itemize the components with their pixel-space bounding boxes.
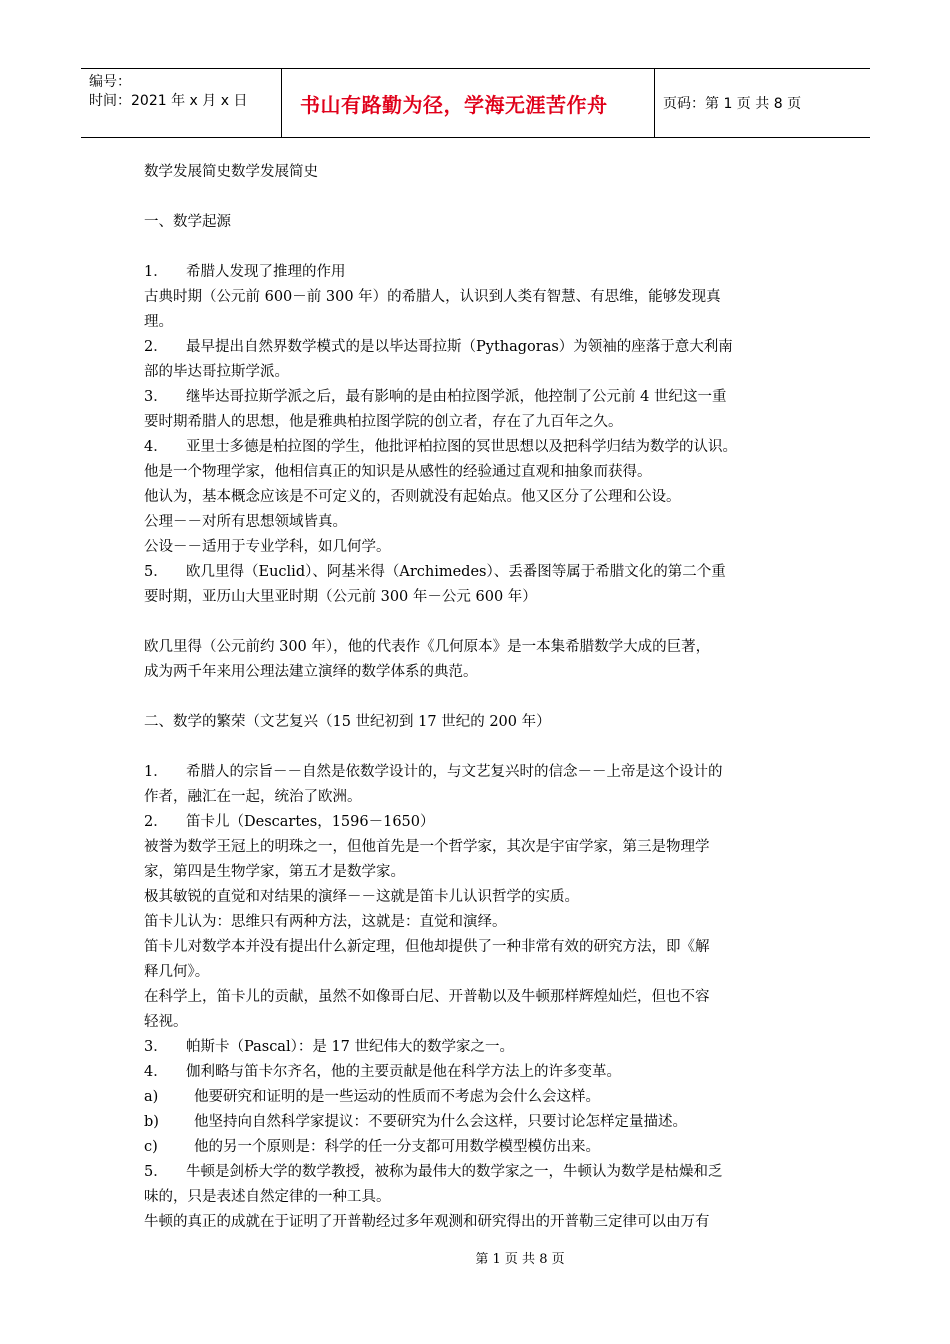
paragraph-line: 轻视。 xyxy=(144,1014,188,1030)
list-item xyxy=(144,435,814,460)
list-item xyxy=(144,385,814,410)
item-number: 1． xyxy=(144,764,168,780)
item-number: 2． xyxy=(144,814,168,830)
paragraph-line: 要时期希腊人的思想，他是雅典柏拉图学院的创立者，存在了九百年之久。 xyxy=(144,414,623,430)
section-heading: 一、数学起源 xyxy=(144,214,231,230)
item-number: 1． xyxy=(144,264,168,280)
paragraph-line: 家，第四是生物学家，第五才是数学家。 xyxy=(144,864,405,880)
list-item xyxy=(144,335,814,360)
paragraph-line: 牛顿的真正的成就在于证明了开普勒经过多年观测和研究得出的开普勒三定律可以由万有 xyxy=(144,1214,710,1230)
list-item xyxy=(144,260,814,285)
paragraph-line: 释几何》。 xyxy=(144,964,210,980)
sub-item xyxy=(144,1135,814,1160)
paragraph-line: 在科学上，笛卡儿的贡献，虽然不如像哥白尼、开普勒以及牛顿那样辉煌灿烂，但也不容 xyxy=(144,989,710,1005)
paragraph-line: 部的毕达哥拉斯学派。 xyxy=(144,364,289,380)
item-number: 3． xyxy=(144,1039,168,1055)
item-text: 笛卡儿（Descartes，1596－1650） xyxy=(186,814,435,830)
paragraph-line: 味的，只是表述自然定律的一种工具。 xyxy=(144,1189,391,1205)
item-text: 欧几里得（Euclid）、阿基米得（Archimedes）、丢番图等属于希腊文化的第二个重 xyxy=(186,564,726,580)
item-text: 亚里士多德是柏拉图的学生，他批评柏拉图的冥世思想以及把科学归结为数学的认识。 xyxy=(186,439,737,455)
paragraph-line: 要时期，亚历山大里亚时期（公元前 300 年－公元 600 年） xyxy=(144,589,537,605)
list-item xyxy=(144,1160,814,1185)
sub-item xyxy=(144,1085,814,1110)
paragraph-line: 欧几里得（公元前约 300 年），他的代表作《几何原本》是一本集希腊数学大成的巨著， xyxy=(144,639,711,655)
item-text: 希腊人的宗旨－－自然是依数学设计的，与文艺复兴时的信念－－上帝是这个设计的 xyxy=(186,764,723,780)
item-number: 5． xyxy=(144,1164,168,1180)
sub-item xyxy=(144,1110,814,1135)
header-motto: 书山有路勤为径，学海无涯苦作舟 xyxy=(282,69,655,137)
sub-item-text: 他坚持向自然科学家提议：不要研究为什么会这样，只要讨论怎样定量描述。 xyxy=(194,1114,687,1130)
page-header xyxy=(81,68,870,138)
paragraph-line: 笛卡儿对数学本并没有提出什么新定理，但他却提供了一种非常有效的研究方法，即《解 xyxy=(144,939,710,955)
paragraph-line: 他是一个物理学家，他相信真正的知识是从感性的经验通过直观和抽象而获得。 xyxy=(144,464,652,480)
list-item xyxy=(144,810,814,835)
sub-item-label: b) xyxy=(144,1114,159,1130)
list-item xyxy=(144,760,814,785)
item-number: 4． xyxy=(144,439,168,455)
section-heading: 二、数学的繁荣（文艺复兴（15 世纪初到 17 世纪的 200 年） xyxy=(144,714,551,730)
paragraph-line: 他认为，基本概念应该是不可定义的，否则就没有起始点。他又区分了公理和公设。 xyxy=(144,489,681,505)
header-meta xyxy=(81,69,282,137)
item-number: 2． xyxy=(144,339,168,355)
number-label: 编号： xyxy=(89,74,131,90)
item-number: 5． xyxy=(144,564,168,580)
paragraph-line: 极其敏锐的直觉和对结果的演绎－－这就是笛卡儿认识哲学的实质。 xyxy=(144,889,579,905)
paragraph-line: 作者，融汇在一起，统治了欧洲。 xyxy=(144,789,362,805)
header-page-info: 页码：第 1 页 共 8 页 xyxy=(663,96,802,112)
item-text: 继毕达哥拉斯学派之后，最有影响的是由柏拉图学派，他控制了公元前 4 世纪这一重 xyxy=(186,389,727,405)
list-item xyxy=(144,1060,814,1085)
item-text: 帕斯卡（Pascal）：是 17 世纪伟大的数学家之一。 xyxy=(186,1039,515,1055)
item-text: 希腊人发现了推理的作用 xyxy=(186,264,346,280)
paragraph-line: 古典时期（公元前 600－前 300 年）的希腊人，认识到人类有智慧、有思维，能够发现真 xyxy=(144,289,721,305)
paragraph-line: 成为两千年来用公理法建立演绎的数学体系的典范。 xyxy=(144,664,478,680)
paragraph-line: 公理－－对所有思想领域皆真。 xyxy=(144,514,347,530)
paragraph-line: 理。 xyxy=(144,314,173,330)
page-footer: 第 1 页 共 8 页 xyxy=(475,1252,565,1267)
item-number: 3． xyxy=(144,389,168,405)
item-number: 4． xyxy=(144,1064,168,1080)
paragraph-line: 笛卡儿认为：思维只有两种方法，这就是：直觉和演绎。 xyxy=(144,914,507,930)
date-label: 时间：2021 年 x 月 x 日 xyxy=(89,93,248,109)
item-text: 伽利略与笛卡尔齐名，他的主要贡献是他在科学方法上的许多变革。 xyxy=(186,1064,621,1080)
document-title: 数学发展简史数学发展简史 xyxy=(144,164,318,180)
list-item xyxy=(144,560,814,585)
paragraph-line: 公设－－适用于专业学科，如几何学。 xyxy=(144,539,391,555)
list-item xyxy=(144,1035,814,1060)
document-body xyxy=(144,160,814,1235)
sub-item-text: 他要研究和证明的是一些运动的性质而不考虑为会什么会这样。 xyxy=(194,1089,600,1105)
paragraph-line: 被誉为数学王冠上的明珠之一，但他首先是一个哲学家，其次是宇宙学家，第三是物理学 xyxy=(144,839,710,855)
sub-item-label: c) xyxy=(144,1139,158,1155)
sub-item-label: a) xyxy=(144,1089,159,1105)
item-text: 牛顿是剑桥大学的数学教授，被称为最伟大的数学家之一，牛顿认为数学是枯燥和乏 xyxy=(186,1164,723,1180)
sub-item-text: 他的另一个原则是：科学的任一分支都可用数学模型模仿出来。 xyxy=(194,1139,600,1155)
item-text: 最早提出自然界数学模式的是以毕达哥拉斯（Pythagoras）为领袖的座落于意大利南 xyxy=(186,339,733,355)
